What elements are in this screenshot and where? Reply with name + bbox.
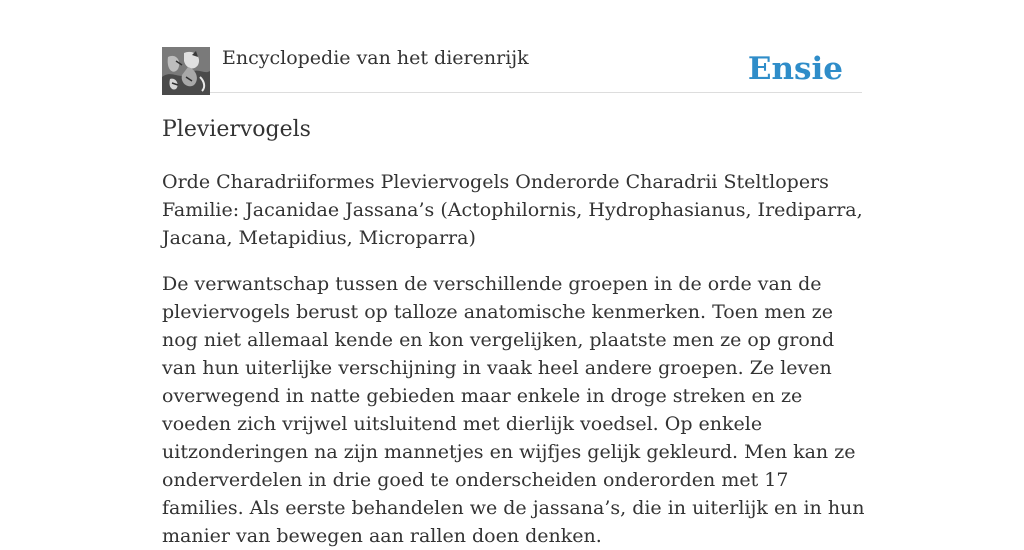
article-paragraph: Orde Charadriiformes Pleviervogels Onderorde Charadrii Steltlopers Familie: Jacanidae Jassana’s (Actophilornis, Hydrophasianus, Irediparra, Jacana, Metapidius, Microparra): [162, 171, 863, 249]
brand-logo[interactable]: Ensie: [747, 51, 843, 87]
article-title: Pleviervogels: [162, 117, 311, 142]
bird-illustration-icon: [162, 47, 210, 95]
source-avatar[interactable]: [162, 47, 210, 95]
article-paragraph: De verwantschap tussen de verschillende groepen in de orde van de pleviervogels berust op talloze anatomische kenmerken. Toen men ze nog niet allemaal kende en kon vergelijken, plaatste men ze op grond van hun uiterlijke verschijning in vaak heel andere groepen. Ze leven overwegend in natte gebieden maar enkele in droge streken en ze voeden zich vrijwel uitsluitend met dierlijk voedsel. Op enkele uitzonderingen na zijn mannetjes en wijfjes gelijk gekleurd. Men kan ze onderverdelen in drie goed te onderscheiden onderorden met 17 families. Als eerste behandelen we de jassana’s, die in uiterlijk en in hun manier van bewegen aan rallen doen denken.: [162, 273, 865, 547]
article: [162, 114, 867, 550]
source-title[interactable]: Encyclopedie van het dierenrijk: [222, 47, 529, 69]
site-header: [162, 46, 862, 93]
